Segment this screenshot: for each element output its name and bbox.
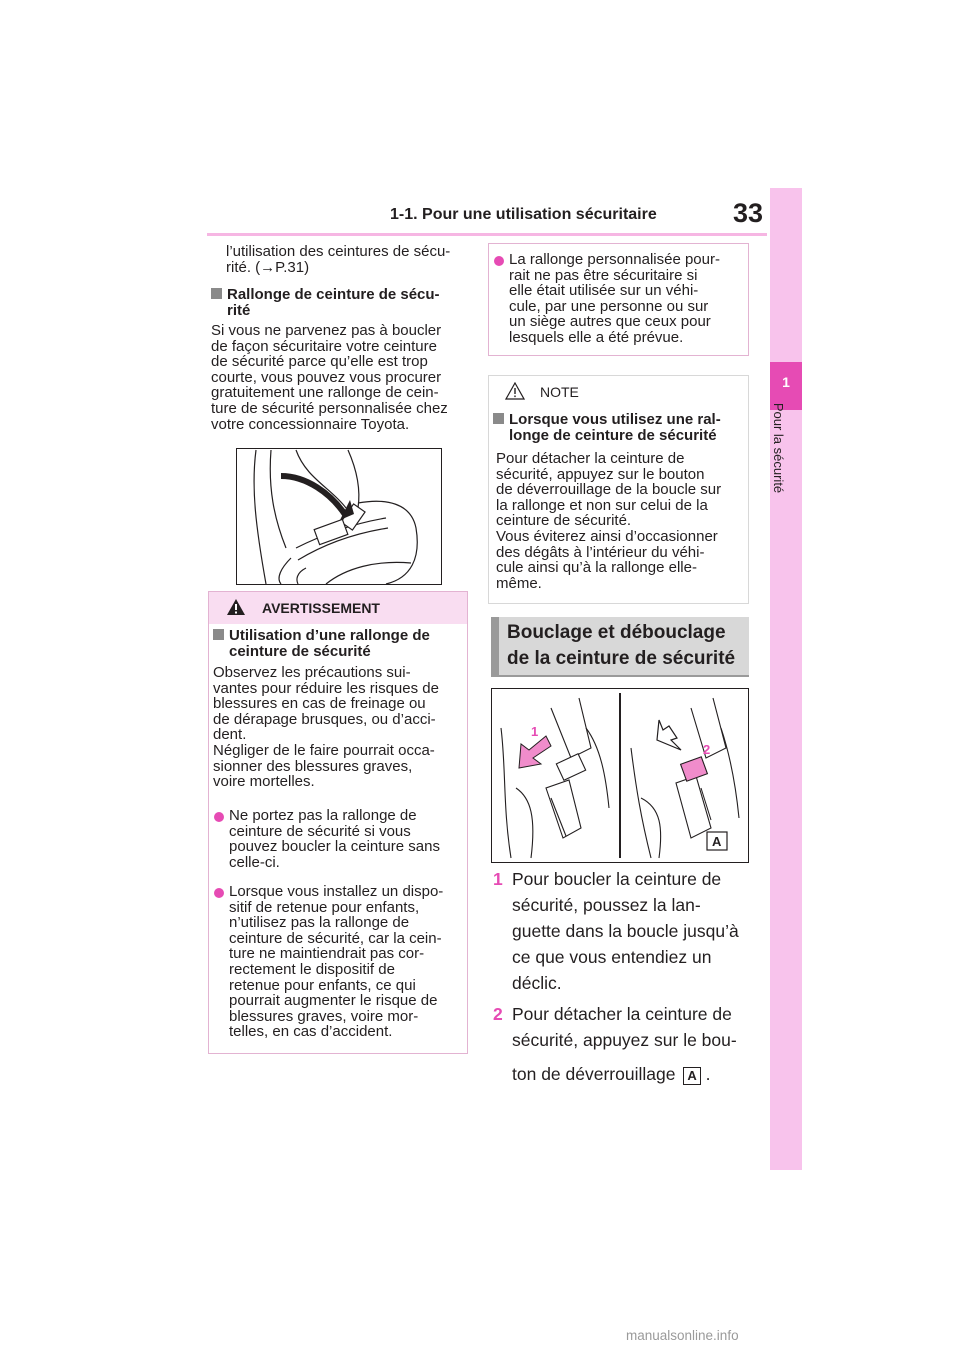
step-1: [493, 866, 739, 993]
ref-label-a: A: [683, 1067, 700, 1085]
bullet-line: La rallonge personnalisée pour-: [509, 251, 720, 268]
heading-text: Rallonge de ceinture de sécu-: [227, 286, 440, 303]
seatbelt-extender-illustration: [236, 448, 442, 585]
bullet-line: sitif de retenue pour enfants,: [229, 898, 420, 916]
heading-text: Lorsque vous utilisez une ral-: [509, 411, 721, 428]
step-line: Pour boucler la ceinture de: [512, 869, 722, 889]
para-line: de dérapage brusques, ou d’acci-: [213, 710, 436, 728]
section-heading-bar: [491, 617, 499, 675]
bullet-line: ceinture de sécurité, car la cein-: [229, 929, 442, 947]
bullet-line: blessures graves, voire mor-: [229, 1007, 419, 1025]
callout-1: 1: [531, 724, 539, 739]
step-2: [493, 1001, 737, 1084]
bullet-line: lesquels elle a été prévue.: [509, 328, 684, 346]
bullet-line: pouvez boucler la ceinture sans: [229, 838, 440, 856]
step-line: Pour détacher la ceinture de: [512, 1004, 732, 1024]
step-line: ce que vous entendiez un: [512, 947, 712, 967]
bullet-line: retenue pour enfants, ce qui: [229, 976, 416, 994]
step-line: sécurité, appuyez sur le bou-: [512, 1030, 737, 1050]
bullet-line: ture ne maintiendrait pas cor-: [229, 945, 425, 963]
section-heading: [507, 620, 735, 672]
heading-text: Utilisation d’une rallonge de: [229, 627, 430, 644]
para-line: blessures en cas de freinage ou: [213, 695, 426, 713]
buckle-illustration: [491, 688, 749, 863]
square-bullet-icon: [493, 413, 504, 424]
header-rule: [207, 233, 767, 236]
bullet-dot-icon: [494, 256, 504, 266]
step-line: déclic.: [512, 973, 562, 993]
watermark: manualsonline.info: [626, 1328, 739, 1343]
chapter-number: 1: [782, 374, 790, 390]
para-line: votre concessionnaire Toyota.: [211, 415, 410, 433]
warning-paragraph: [213, 665, 439, 790]
intro-line: l’utilisation des ceintures de sécu-: [226, 243, 451, 260]
bullet-line: pourrait augmenter le risque de: [229, 992, 438, 1010]
bullet-line: n’utilisez pas la rallonge de: [229, 914, 410, 932]
step-number: 1: [493, 869, 503, 889]
step-text: .: [705, 1064, 711, 1084]
warning-heading: [213, 628, 430, 659]
step-text: ton de déverrouillage: [512, 1064, 676, 1084]
bullet-line: un siège autres que ceux pour: [509, 313, 711, 331]
step-line: sécurité, poussez la lan-: [512, 895, 701, 915]
para-line: cule ainsi qu’à la rallonge elle-: [496, 559, 697, 577]
extension-paragraph: [211, 323, 448, 432]
bullet-line: rait ne pas être sécuritaire si: [509, 266, 698, 284]
callout-2: 2: [703, 742, 711, 757]
note-paragraph: [496, 451, 721, 591]
bullet-line: Lorsque vous installez un dispo-: [229, 883, 444, 900]
warning-triangle-icon: [226, 598, 246, 616]
section-heading-line: Bouclage et débouclage: [507, 622, 726, 643]
section-heading-line: de la ceinture de sécurité: [507, 648, 736, 669]
continued-bullet: [509, 252, 720, 346]
note-heading: [493, 412, 721, 443]
warning-title: AVERTISSEMENT: [262, 600, 380, 616]
bullet-dot-icon: [214, 812, 224, 822]
bullet-line: cule, par une personne ou sur: [509, 297, 709, 315]
intro-line: rité. (→P.31): [226, 258, 310, 276]
note-title: NOTE: [540, 384, 579, 400]
bullet-line: Ne portez pas la rallonge de: [229, 807, 417, 824]
caution-triangle-icon: [505, 382, 525, 400]
para-line: dent.: [213, 726, 247, 744]
step-line: guette dans la boucle jusqu’à: [512, 921, 739, 941]
para-line: Vous éviterez ainsi d’occasionner: [496, 527, 718, 545]
para-line: même.: [496, 574, 542, 592]
para-line: de sécurité parce qu’elle est trop: [211, 353, 428, 371]
chapter-label: Pour la sécurité: [771, 402, 786, 494]
bullet-line: elle était utilisée sur un véhi-: [509, 282, 699, 300]
heading-text: longe de ceinture de sécurité: [509, 426, 717, 444]
bullet-line: rectement le dispositif de: [229, 960, 395, 978]
extension-heading: [211, 287, 440, 318]
bullet-line: celle-ci.: [229, 853, 280, 871]
para-line: courte, vous pouvez vous procurer: [211, 368, 442, 386]
square-bullet-icon: [211, 288, 222, 299]
section-heading-rule: [491, 675, 749, 677]
para-line: des dégâts à l’intérieur du véhi-: [496, 543, 705, 561]
para-line: Si vous ne parvenez pas à boucler: [211, 322, 442, 339]
intro-text: [226, 244, 450, 275]
para-line: sécurité, appuyez sur le bouton: [496, 465, 705, 483]
para-line: gratuitement une rallonge de cein-: [211, 384, 439, 402]
side-tab: [770, 188, 802, 1170]
bullet-dot-icon: [214, 888, 224, 898]
page-number: 33: [733, 198, 764, 228]
para-line: la rallonge et non sur celui de la: [496, 496, 708, 514]
para-line: voire mortelles.: [213, 773, 315, 791]
para-line: Négliger de le faire pourrait occa-: [213, 741, 435, 759]
para-line: vantes pour réduire les risques de: [213, 679, 439, 697]
label-a: A: [712, 834, 722, 849]
para-line: ture de sécurité personnalisée chez: [211, 399, 448, 417]
para-line: ceinture de sécurité.: [496, 512, 632, 530]
section-title: 1-1. Pour une utilisation sécuritaire: [390, 206, 657, 223]
bullet-line: ceinture de sécurité si vous: [229, 822, 411, 840]
warning-bullet-2: [229, 884, 443, 1040]
step-number: 2: [493, 1004, 503, 1024]
heading-text: ceinture de sécurité: [229, 642, 371, 660]
para-line: Pour détacher la ceinture de: [496, 450, 685, 467]
bullet-line: telles, en cas d’accident.: [229, 1023, 393, 1041]
para-line: de façon sécuritaire votre ceinture: [211, 337, 437, 355]
step-line: [512, 1061, 737, 1087]
para-line: Observez les précautions sui-: [213, 664, 411, 681]
para-line: sionner des blessures graves,: [213, 757, 413, 775]
heading-text: rité: [227, 301, 251, 319]
warning-bullet-1: [229, 808, 440, 870]
para-line: de déverrouillage de la boucle sur: [496, 481, 722, 499]
square-bullet-icon: [213, 629, 224, 640]
